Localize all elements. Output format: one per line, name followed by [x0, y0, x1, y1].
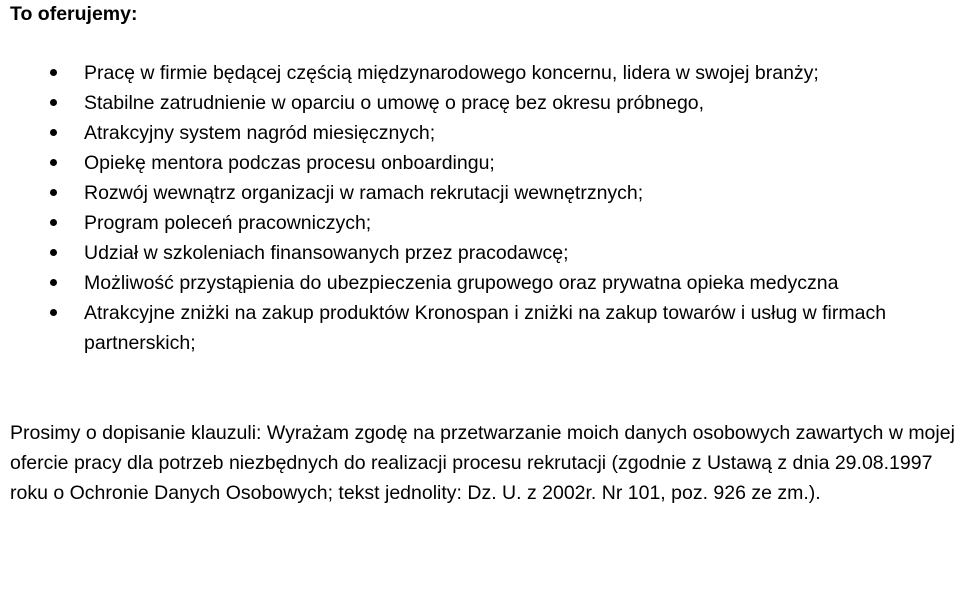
- bullet-icon: [48, 178, 58, 208]
- bullet-icon: [48, 238, 58, 268]
- bullet-icon: [48, 148, 58, 178]
- bullet-icon: [48, 118, 58, 148]
- list-item: [10, 238, 960, 268]
- list-item: [10, 298, 960, 358]
- list-item-text: Możliwość przystąpienia do ubezpieczenia grupowego oraz prywatna opieka medyczna: [84, 272, 839, 294]
- list-item: [10, 58, 960, 88]
- list-item-text: Rozwój wewnątrz organizacji w ramach rekrutacji wewnętrznych;: [84, 182, 644, 204]
- bullet-icon: [48, 268, 58, 298]
- list-item-text: Program poleceń pracowniczych;: [84, 212, 372, 234]
- list-item: [10, 148, 960, 178]
- list-item-text: Opiekę mentora podczas procesu onboardingu;: [84, 152, 495, 174]
- list-item: [10, 118, 960, 148]
- bullet-icon: [48, 88, 58, 118]
- list-item-text: Pracę w firmie będącej częścią międzynarodowego koncernu, lidera w swojej branży;: [84, 62, 819, 84]
- list-item: [10, 178, 960, 208]
- list-item-text: Atrakcyjne zniżki na zakup produktów Kronospan i zniżki na zakup towarów i usług w firmach partnerskich;: [84, 302, 887, 354]
- list-item-text: Stabilne zatrudnienie w oparciu o umowę o pracę bez okresu próbnego,: [84, 92, 705, 114]
- bullet-icon: [48, 298, 58, 328]
- list-item-text: Udział w szkoleniach finansowanych przez pracodawcę;: [84, 242, 569, 264]
- list-item: [10, 88, 960, 118]
- bullet-icon: [48, 208, 58, 238]
- list-item: [10, 208, 960, 238]
- benefits-list: [10, 58, 960, 358]
- bullet-icon: [48, 58, 58, 88]
- list-item-text: Atrakcyjny system nagród miesięcznych;: [84, 122, 436, 144]
- list-item: [10, 268, 960, 298]
- offer-heading: To oferujemy:: [10, 3, 138, 25]
- document: [10, 0, 960, 508]
- consent-clause: Prosimy o dopisanie klauzuli: Wyrażam zgodę na przetwarzanie moich danych osobowych zawartych w mojej ofercie pracy dla potrzeb niezbędnych do realizacji procesu rekrutacji (zgodnie z Ustawą z dnia 29.08.1997 roku o Ochronie Danych Osobowych; tekst jednolity: Dz. U. z 2002r. Nr 101, poz. 926 ze zm.).: [10, 422, 955, 504]
